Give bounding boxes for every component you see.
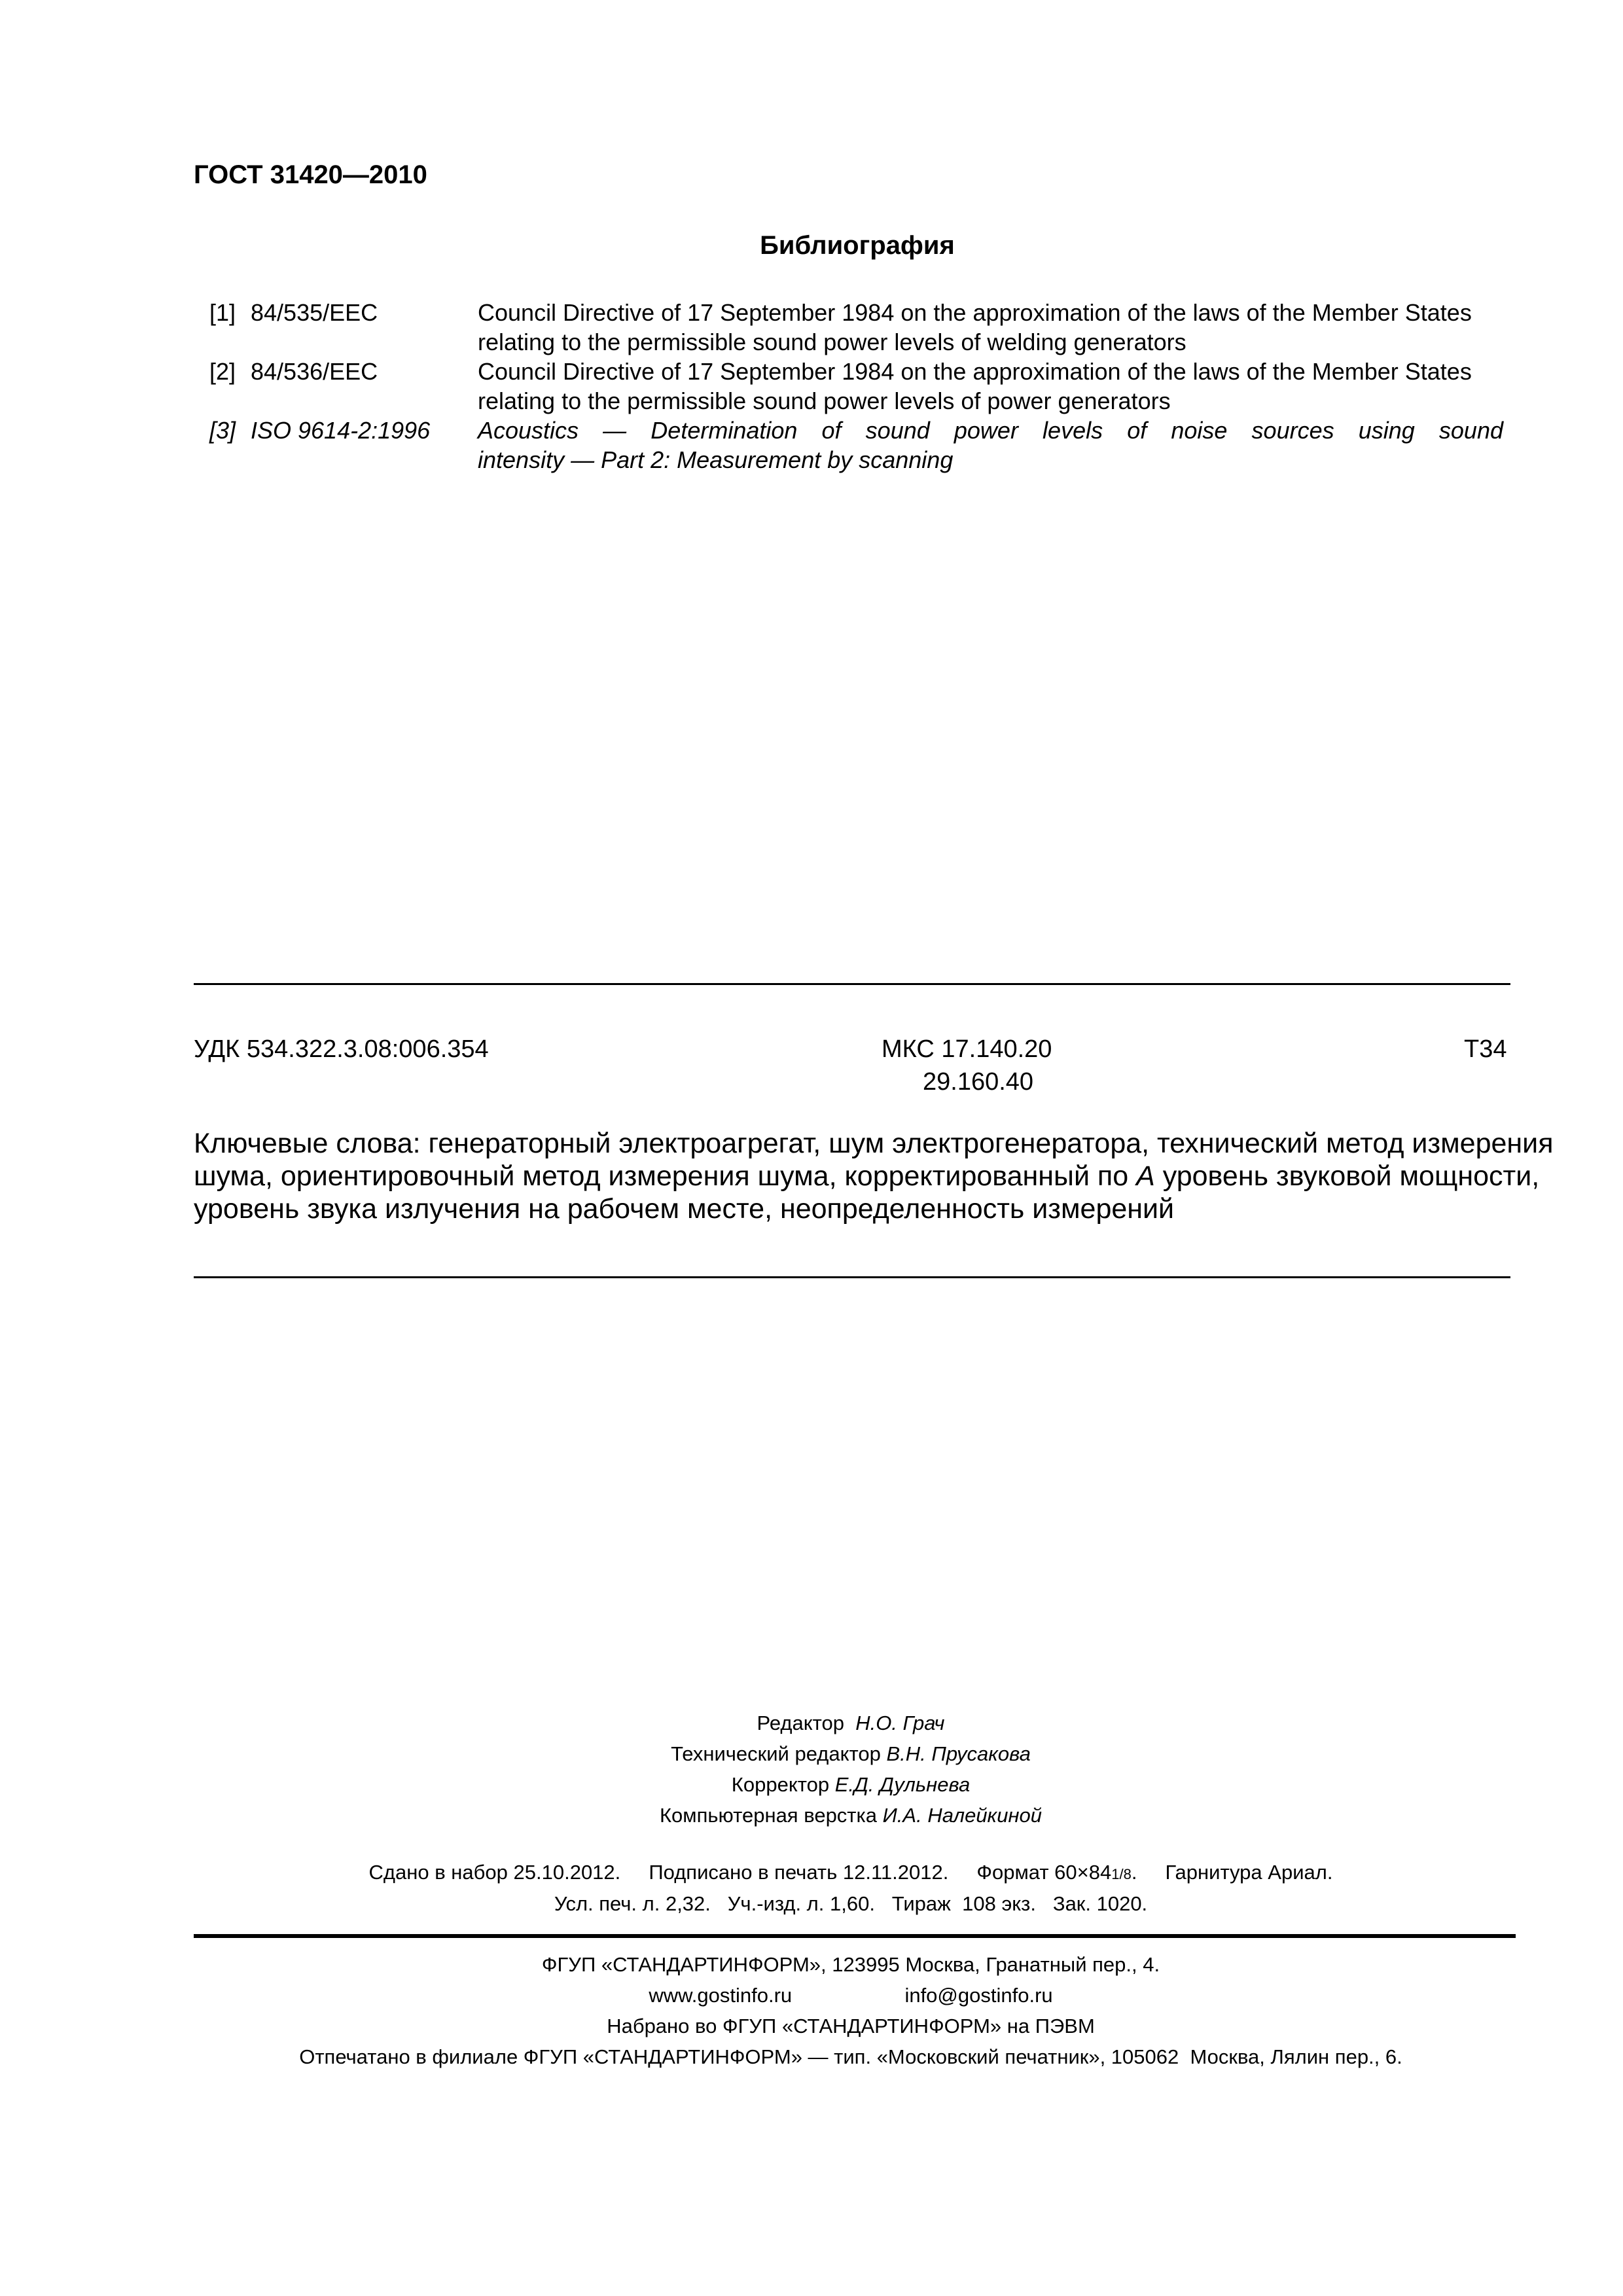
reference-text-line-2: relating to the permissible sound power levels of welding generators [478, 329, 1186, 355]
reference-number: [3] [209, 417, 236, 444]
publisher-website[interactable]: www.gostinfo.ru [649, 1984, 793, 2007]
credit-role: Компьютерная верстка [660, 1804, 877, 1827]
divider-line [194, 983, 1510, 985]
credit-layout [0, 1804, 1623, 1827]
bibliography-title: Библиография [760, 231, 955, 260]
print-sent: Сдано в набор 25.10.2012. [368, 1861, 621, 1884]
print-format-end: . [1131, 1861, 1137, 1884]
publisher-typeset: Набрано во ФГУП «СТАНДАРТИНФОРМ» на ПЭВМ [607, 2015, 1095, 2037]
credit-role: Редактор [757, 1712, 844, 1734]
reference-text-line-1: Acoustics — Determination of sound power levels of noise sources using sound [478, 417, 1503, 444]
standard-code: ГОСТ 31420—2010 [194, 160, 427, 189]
publisher-contacts [0, 1984, 1623, 2007]
okstu-code: Т34 [1464, 1035, 1507, 1063]
keywords-variable: А [1136, 1160, 1155, 1192]
reference-code: 84/535/EEC [251, 299, 378, 326]
keywords-line-3: уровень звука излучения на рабочем месте, неопределенность измерений [194, 1193, 1175, 1225]
print-signed: Подписано в печать 12.11.2012. [649, 1861, 949, 1884]
reference-code: ISO 9614-2:1996 [251, 417, 431, 444]
keywords-line-2-start: шума, ориентировочный метод измерения шума, корректированный по [194, 1160, 1137, 1192]
credit-role: Технический редактор [671, 1742, 881, 1765]
reference-text-line-1: Council Directive of 17 September 1984 on the approximation of the laws of the Member States [478, 358, 1472, 385]
credit-role: Корректор [731, 1773, 830, 1796]
print-info-line-1 [0, 1861, 1623, 1884]
print-font: Гарнитура Ариал. [1165, 1861, 1333, 1884]
reference-text [478, 357, 1503, 416]
reference-code: 84/536/EEC [251, 358, 378, 385]
print-format-fraction: 1/8 [1111, 1866, 1132, 1882]
credit-technical-editor [0, 1742, 1623, 1766]
print-format [976, 1861, 1137, 1884]
credit-person: В.Н. Прусакова [886, 1742, 1031, 1765]
mks-code-1: МКС 17.140.20 [882, 1035, 1052, 1063]
publisher-email[interactable]: info@gostinfo.ru [904, 1984, 1053, 2007]
keywords-paragraph [194, 1127, 1554, 1225]
reference-text-line-2: relating to the permissible sound power levels of power generators [478, 387, 1171, 414]
reference-text [478, 298, 1503, 357]
print-info-line-2: Усл. печ. л. 2,32. Уч.-изд. л. 1,60. Тираж 108 экз. Зак. 1020. [554, 1892, 1148, 1915]
credit-editor [0, 1712, 1623, 1735]
publisher-address: ФГУП «СТАНДАРТИНФОРМ», 123995 Москва, Гранатный пер., 4. [541, 1953, 1160, 1976]
mks-code-2: 29.160.40 [923, 1068, 1034, 1096]
reference-text-line-1: Council Directive of 17 September 1984 on the approximation of the laws of the Member States [478, 299, 1472, 326]
credit-person: Е.Д. Дульнева [834, 1773, 971, 1796]
credit-person: Н.О. Грач [855, 1712, 945, 1734]
credit-person: И.А. Налейкиной [882, 1804, 1042, 1827]
keywords-line-1: Ключевые слова: генераторный электроагрегат, шум электрогенератора, технический метод измерения [194, 1128, 1554, 1159]
udk-code: УДК 534.322.3.08:006.354 [194, 1035, 489, 1063]
divider-line [194, 1276, 1510, 1278]
print-format-text: Формат 60×84 [976, 1861, 1112, 1884]
keywords-line-2-end: уровень звуковой мощности, [1154, 1160, 1540, 1192]
credit-proofreader [0, 1773, 1623, 1797]
reference-text [478, 416, 1503, 475]
reference-number: [1] [209, 299, 236, 326]
keywords-line-2 [194, 1160, 1540, 1193]
reference-number: [2] [209, 358, 236, 385]
publisher-printed: Отпечатано в филиале ФГУП «СТАНДАРТИНФОРМ» — тип. «Московский печатник», 105062 Москва, Лялин пер., 6. [299, 2045, 1402, 2068]
reference-text-line-2: intensity — Part 2: Measurement by scanning [478, 446, 954, 473]
footer-divider [194, 1934, 1516, 1938]
